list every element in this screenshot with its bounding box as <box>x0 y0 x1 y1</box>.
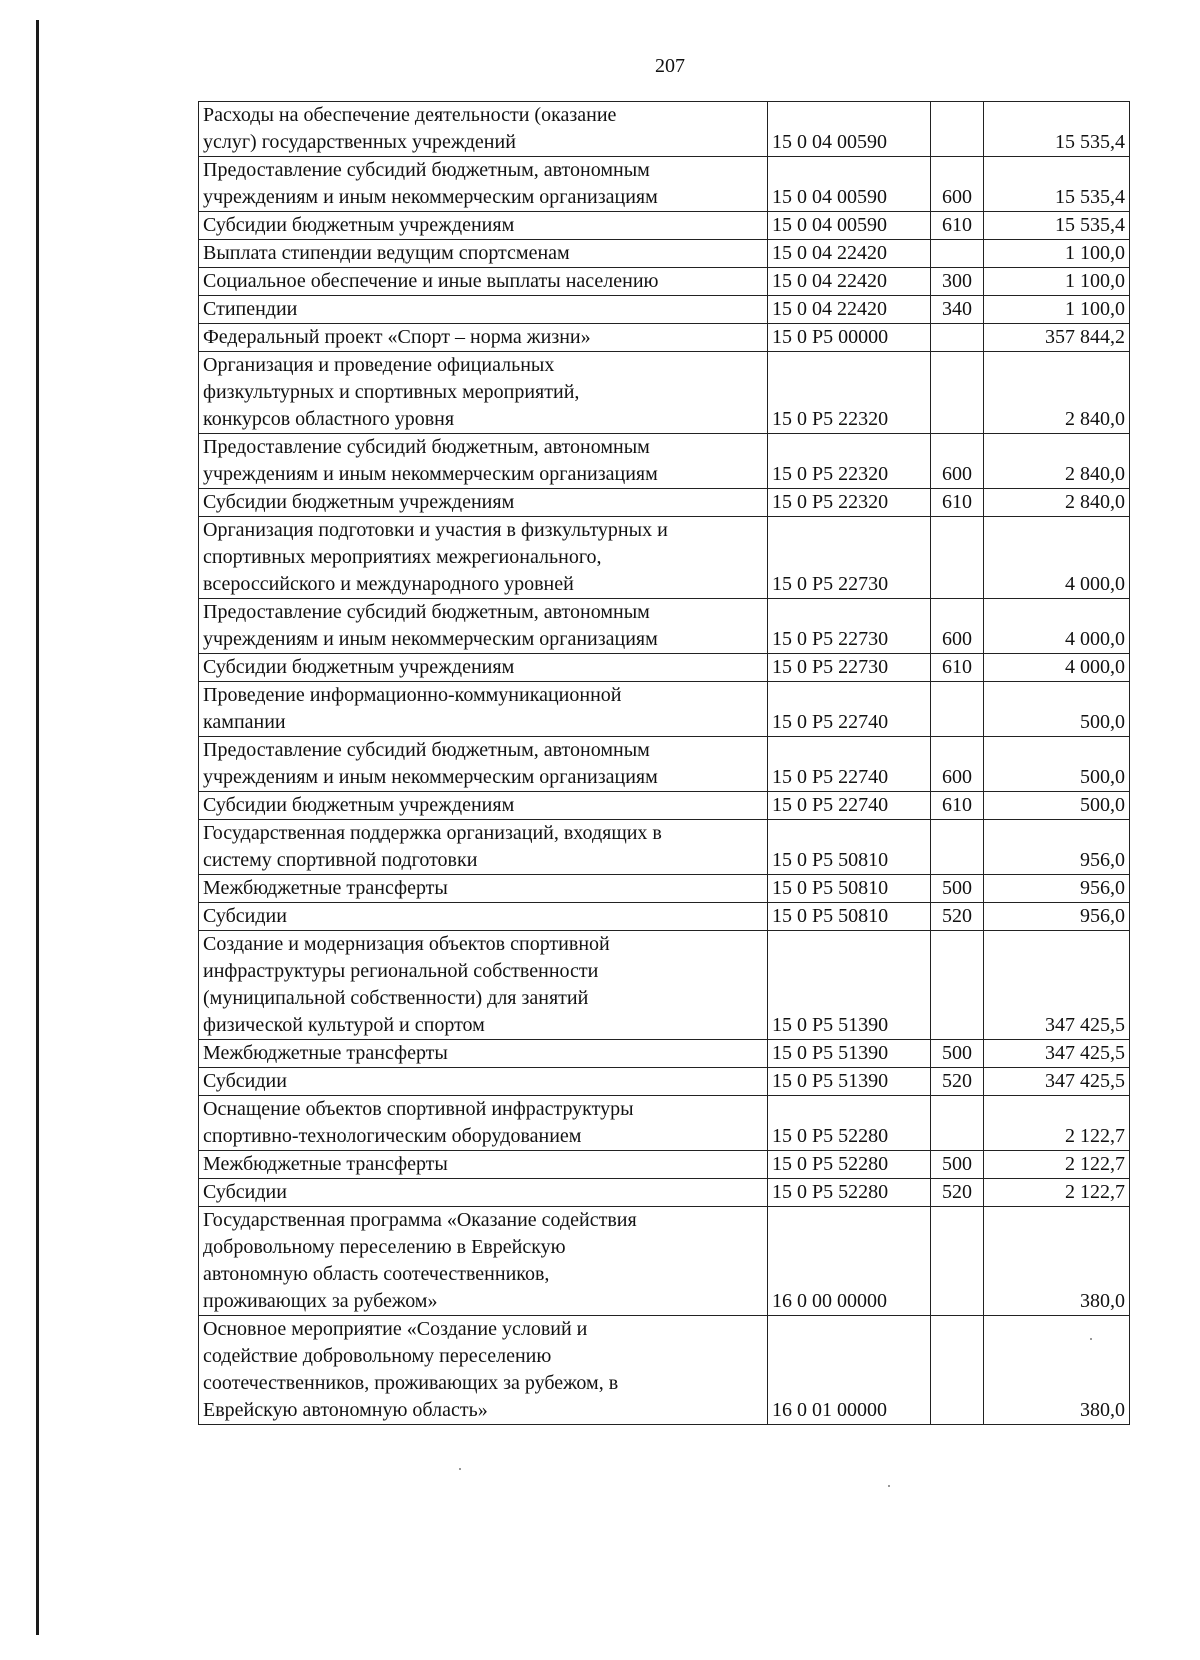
table-row <box>199 1151 1130 1179</box>
row-name-line: Проведение информационно-коммуникационной <box>203 684 622 706</box>
row-name-line: Субсидии бюджетным учреждениям <box>203 794 515 816</box>
row-name-cell <box>199 1179 768 1207</box>
row-name-cell <box>199 296 768 324</box>
row-name-line: инфраструктуры региональной собственности <box>203 960 599 982</box>
row-expense-type-cell: 340 <box>931 296 984 324</box>
row-name-cell <box>199 1207 768 1316</box>
row-code-cell: 15 0 P5 52280 <box>768 1179 931 1207</box>
scan-edge-line <box>36 20 39 1635</box>
row-expense-type-cell <box>931 1096 984 1151</box>
row-code-cell: 15 0 04 00590 <box>768 102 931 157</box>
row-name-line: Организация подготовки и участия в физкультурных и <box>203 519 668 541</box>
row-expense-type-cell: 520 <box>931 1068 984 1096</box>
row-name-cell <box>199 324 768 352</box>
row-name-line: Оснащение объектов спортивной инфраструктуры <box>203 1098 634 1120</box>
row-code-cell: 16 0 00 00000 <box>768 1207 931 1316</box>
table-row <box>199 1179 1130 1207</box>
row-name-cell <box>199 517 768 599</box>
row-code-cell: 15 0 P5 22740 <box>768 737 931 792</box>
row-name-line: Еврейскую автономную область» <box>203 1399 488 1421</box>
row-expense-type-cell: 600 <box>931 737 984 792</box>
row-name-cell <box>199 599 768 654</box>
row-code-cell: 15 0 04 22420 <box>768 240 931 268</box>
row-code-cell: 15 0 P5 22740 <box>768 682 931 737</box>
row-name-line: учреждениям и иным некоммерческим организациям <box>203 766 658 788</box>
row-sum-cell: 15 535,4 <box>984 212 1130 240</box>
row-expense-type-cell <box>931 102 984 157</box>
row-expense-type-cell: 500 <box>931 1040 984 1068</box>
row-sum-cell: 2 122,7 <box>984 1179 1130 1207</box>
row-sum-cell: 1 100,0 <box>984 268 1130 296</box>
row-sum-cell: 500,0 <box>984 737 1130 792</box>
row-code-cell: 15 0 P5 22740 <box>768 792 931 820</box>
row-name-cell <box>199 654 768 682</box>
row-code-cell: 15 0 P5 22730 <box>768 599 931 654</box>
row-code-cell: 15 0 P5 52280 <box>768 1151 931 1179</box>
row-name-line: Субсидии <box>203 1070 287 1092</box>
row-sum-cell: 956,0 <box>984 903 1130 931</box>
row-sum-cell: 500,0 <box>984 792 1130 820</box>
row-sum-cell: 4 000,0 <box>984 654 1130 682</box>
row-sum-cell: 4 000,0 <box>984 599 1130 654</box>
table-row <box>199 682 1130 737</box>
row-expense-type-cell <box>931 1316 984 1425</box>
row-name-cell <box>199 931 768 1040</box>
row-code-cell: 15 0 04 00590 <box>768 157 931 212</box>
row-name-line: Предоставление субсидий бюджетным, автономным <box>203 159 650 181</box>
row-name-line: систему спортивной подготовки <box>203 849 478 871</box>
row-name-cell <box>199 682 768 737</box>
table-row <box>199 434 1130 489</box>
row-expense-type-cell: 610 <box>931 654 984 682</box>
row-name-cell <box>199 792 768 820</box>
row-name-line: физкультурных и спортивных мероприятий, <box>203 381 580 403</box>
row-expense-type-cell <box>931 517 984 599</box>
row-name-line: Основное мероприятие «Создание условий и <box>203 1318 588 1340</box>
row-name-line: Предоставление субсидий бюджетным, автономным <box>203 739 650 761</box>
table-row <box>199 517 1130 599</box>
row-sum-cell: 15 535,4 <box>984 102 1130 157</box>
row-name-line: Создание и модернизация объектов спортивной <box>203 933 610 955</box>
table-row <box>199 792 1130 820</box>
row-sum-cell: 380,0 <box>984 1207 1130 1316</box>
row-name-cell <box>199 157 768 212</box>
row-name-cell <box>199 875 768 903</box>
budget-table-body <box>199 102 1130 1425</box>
row-code-cell: 15 0 P5 22730 <box>768 654 931 682</box>
row-expense-type-cell <box>931 931 984 1040</box>
row-sum-cell: 2 840,0 <box>984 489 1130 517</box>
row-name-cell <box>199 1096 768 1151</box>
row-name-line: Социальное обеспечение и иные выплаты населению <box>203 270 659 292</box>
row-name-cell <box>199 1151 768 1179</box>
row-name-line: Межбюджетные трансферты <box>203 1042 448 1064</box>
row-code-cell: 15 0 P5 22320 <box>768 352 931 434</box>
row-sum-cell: 2 840,0 <box>984 352 1130 434</box>
row-name-line: всероссийского и международного уровней <box>203 573 574 595</box>
row-name-cell <box>199 352 768 434</box>
row-name-line: Предоставление субсидий бюджетным, автономным <box>203 436 650 458</box>
table-row <box>199 352 1130 434</box>
table-row <box>199 1040 1130 1068</box>
table-row <box>199 903 1130 931</box>
page-number: 207 <box>655 55 685 77</box>
row-name-line: Федеральный проект «Спорт – норма жизни» <box>203 326 591 348</box>
row-sum-cell: 956,0 <box>984 820 1130 875</box>
row-name-line: Субсидии бюджетным учреждениям <box>203 214 515 236</box>
row-expense-type-cell: 520 <box>931 1179 984 1207</box>
row-expense-type-cell: 600 <box>931 599 984 654</box>
row-sum-cell: 15 535,4 <box>984 157 1130 212</box>
row-code-cell: 15 0 P5 22320 <box>768 489 931 517</box>
row-expense-type-cell: 300 <box>931 268 984 296</box>
row-name-line: Субсидии бюджетным учреждениям <box>203 491 515 513</box>
table-row <box>199 240 1130 268</box>
table-row <box>199 1096 1130 1151</box>
row-name-cell <box>199 240 768 268</box>
row-code-cell: 15 0 P5 50810 <box>768 820 931 875</box>
row-name-cell <box>199 1316 768 1425</box>
row-name-cell <box>199 434 768 489</box>
row-name-line: (муниципальной собственности) для занятий <box>203 987 589 1009</box>
table-row <box>199 102 1130 157</box>
row-name-line: спортивно-технологическим оборудованием <box>203 1125 582 1147</box>
budget-table <box>198 101 1130 1425</box>
row-name-cell <box>199 1068 768 1096</box>
row-name-line: учреждениям и иным некоммерческим организациям <box>203 463 658 485</box>
table-row <box>199 654 1130 682</box>
row-name-line: Межбюджетные трансферты <box>203 1153 448 1175</box>
row-sum-cell: 347 425,5 <box>984 931 1130 1040</box>
row-sum-cell: 2 122,7 <box>984 1096 1130 1151</box>
row-name-line: Межбюджетные трансферты <box>203 877 448 899</box>
table-row <box>199 820 1130 875</box>
row-sum-cell: 380,0 <box>984 1316 1130 1425</box>
row-name-line: конкурсов областного уровня <box>203 408 455 430</box>
row-name-line: учреждениям и иным некоммерческим организациям <box>203 186 658 208</box>
row-name-cell <box>199 903 768 931</box>
row-expense-type-cell: 610 <box>931 212 984 240</box>
row-expense-type-cell: 520 <box>931 903 984 931</box>
row-name-line: содействие добровольному переселению <box>203 1345 552 1367</box>
row-code-cell: 15 0 P5 50810 <box>768 875 931 903</box>
row-sum-cell: 500,0 <box>984 682 1130 737</box>
row-name-cell <box>199 737 768 792</box>
row-name-line: проживающих за рубежом» <box>203 1290 438 1312</box>
row-code-cell: 15 0 04 22420 <box>768 296 931 324</box>
table-row <box>199 599 1130 654</box>
row-name-line: соотечественников, проживающих за рубежом, в <box>203 1372 619 1394</box>
row-name-line: Субсидии <box>203 1181 287 1203</box>
row-code-cell: 15 0 P5 22320 <box>768 434 931 489</box>
row-name-line: Субсидии бюджетным учреждениям <box>203 656 515 678</box>
table-row <box>199 324 1130 352</box>
row-expense-type-cell: 610 <box>931 792 984 820</box>
row-name-line: физической культурой и спортом <box>203 1014 485 1036</box>
row-name-line: услуг) государственных учреждений <box>203 131 516 153</box>
row-sum-cell: 347 425,5 <box>984 1068 1130 1096</box>
table-row <box>199 489 1130 517</box>
row-name-line: Расходы на обеспечение деятельности (оказание <box>203 104 617 126</box>
row-code-cell: 15 0 P5 51390 <box>768 1068 931 1096</box>
row-code-cell: 15 0 P5 51390 <box>768 1040 931 1068</box>
row-name-line: автономную область соотечественников, <box>203 1263 550 1285</box>
row-sum-cell: 347 425,5 <box>984 1040 1130 1068</box>
row-code-cell: 15 0 P5 22730 <box>768 517 931 599</box>
table-row <box>199 212 1130 240</box>
row-code-cell: 15 0 P5 50810 <box>768 903 931 931</box>
row-name-line: Стипендии <box>203 298 298 320</box>
table-row <box>199 737 1130 792</box>
row-sum-cell: 2 122,7 <box>984 1151 1130 1179</box>
table-row <box>199 931 1130 1040</box>
row-expense-type-cell: 600 <box>931 434 984 489</box>
row-code-cell: 15 0 P5 52280 <box>768 1096 931 1151</box>
table-row <box>199 296 1130 324</box>
row-name-line: Государственная поддержка организаций, входящих в <box>203 822 662 844</box>
row-expense-type-cell <box>931 820 984 875</box>
row-sum-cell: 956,0 <box>984 875 1130 903</box>
row-code-cell: 15 0 P5 51390 <box>768 931 931 1040</box>
row-name-line: Государственная программа «Оказание содействия <box>203 1209 637 1231</box>
row-expense-type-cell: 610 <box>931 489 984 517</box>
table-row <box>199 1316 1130 1425</box>
row-name-line: спортивных мероприятиях межрегионального, <box>203 546 602 568</box>
row-name-line: учреждениям и иным некоммерческим организациям <box>203 628 658 650</box>
row-sum-cell: 357 844,2 <box>984 324 1130 352</box>
row-expense-type-cell: 500 <box>931 1151 984 1179</box>
row-code-cell: 15 0 P5 00000 <box>768 324 931 352</box>
row-sum-cell: 1 100,0 <box>984 240 1130 268</box>
table-row <box>199 1207 1130 1316</box>
row-sum-cell: 1 100,0 <box>984 296 1130 324</box>
row-expense-type-cell: 600 <box>931 157 984 212</box>
row-sum-cell: 2 840,0 <box>984 434 1130 489</box>
row-expense-type-cell <box>931 240 984 268</box>
row-expense-type-cell: 500 <box>931 875 984 903</box>
row-name-cell <box>199 268 768 296</box>
row-expense-type-cell <box>931 324 984 352</box>
table-row <box>199 875 1130 903</box>
row-name-cell <box>199 102 768 157</box>
row-code-cell: 15 0 04 22420 <box>768 268 931 296</box>
row-name-line: Выплата стипендии ведущим спортсменам <box>203 242 570 264</box>
row-name-line: кампании <box>203 711 286 733</box>
table-row <box>199 1068 1130 1096</box>
row-name-cell <box>199 1040 768 1068</box>
row-name-line: добровольному переселению в Еврейскую <box>203 1236 566 1258</box>
table-row <box>199 268 1130 296</box>
row-name-line: Предоставление субсидий бюджетным, автономным <box>203 601 650 623</box>
row-expense-type-cell <box>931 1207 984 1316</box>
row-name-line: Организация и проведение официальных <box>203 354 555 376</box>
row-name-cell <box>199 212 768 240</box>
row-sum-cell: 4 000,0 <box>984 517 1130 599</box>
row-expense-type-cell <box>931 352 984 434</box>
row-name-cell <box>199 820 768 875</box>
row-name-line: Субсидии <box>203 905 287 927</box>
row-code-cell: 16 0 01 00000 <box>768 1316 931 1425</box>
row-name-cell <box>199 489 768 517</box>
row-expense-type-cell <box>931 682 984 737</box>
row-code-cell: 15 0 04 00590 <box>768 212 931 240</box>
table-row <box>199 157 1130 212</box>
